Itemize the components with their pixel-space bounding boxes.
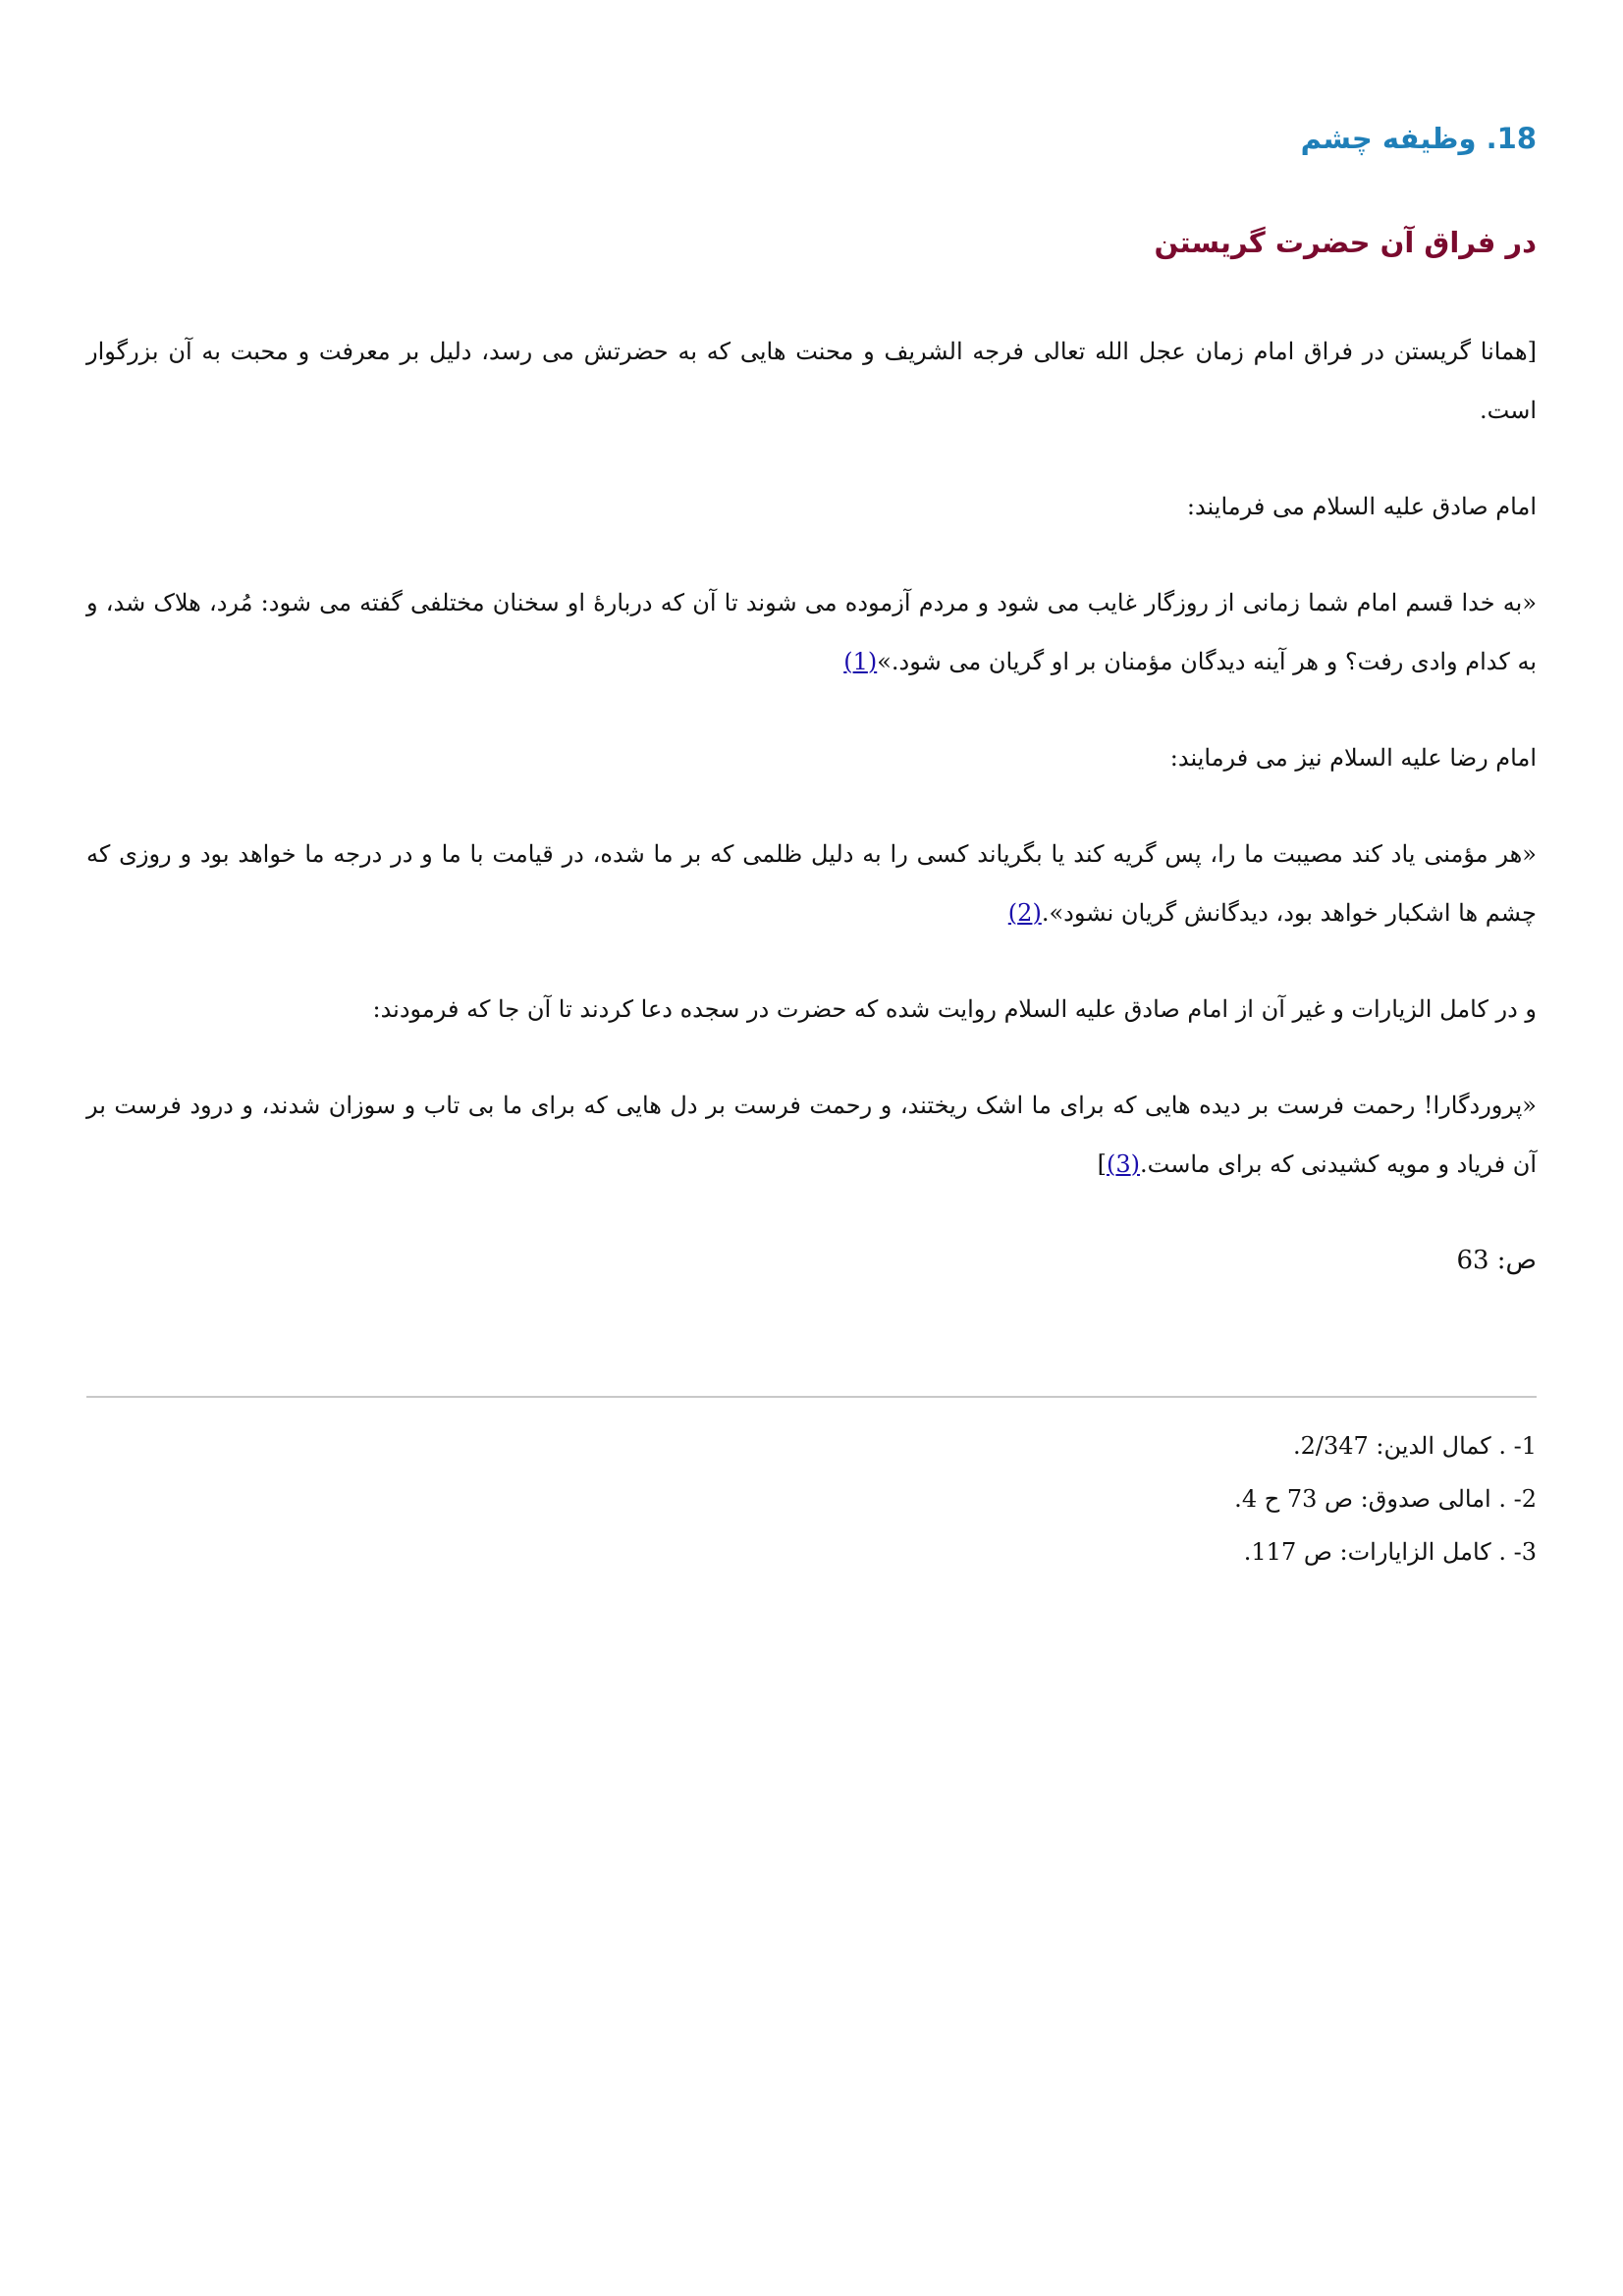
section-heading: 18. وظیفه چشم [1300,122,1537,155]
paragraph [86,1076,1537,1194]
paragraph [86,477,1537,536]
paragraph-text: امام صادق علیه السلام می فرمایند: [1186,493,1537,520]
page-number: ص: 63 [1456,1246,1537,1275]
sub-heading: در فراق آن حضرت گریستن [1154,226,1537,259]
paragraph [86,825,1537,942]
paragraph [86,980,1537,1039]
document-page [86,0,1537,2296]
footnote-item: 1- . کمال الدین: 2/347. [1292,1432,1537,1460]
paragraph-text: و در کامل الزیارات و غیر آن از امام صادق علیه السلام روایت شده که حضرت در سجده دعا کردند تا آن جا که فرمودند: [372,995,1537,1023]
footnote-item: 2- . امالی صدوق: ص 73 ح 4. [1234,1485,1537,1513]
paragraph [86,573,1537,691]
footnote-link-2[interactable]: (2) [1007,899,1042,927]
paragraph-text: «هر مؤمنی یاد کند مصیبت ما را، پس گریه کند یا بگریاند کسی را به دلیل ظلمی که بر ما شده، در قیامت با ما و در درجه ما خواهد بود و روزی که چشم ها اشکبار خواهد بود، دیدگانش گریان نشود». [86,840,1537,927]
paragraph-text: «پروردگارا! رحمت فرست بر دیده هایی که برای ما اشک ریختند، و رحمت فرست بر دل هایی که برای ما بی تاب و سوزان شدند، و درود فرست بر آن فریاد و مویه کشیدنی که برای ماست. [86,1092,1537,1178]
closing-bracket: ] [1097,1150,1107,1178]
body-text [86,322,1537,1290]
footnote-divider [86,1396,1537,1398]
paragraph [86,728,1537,787]
footnotes-list [86,1419,1537,1578]
paragraph-text: «به خدا قسم امام شما زمانی از روزگار غایب می شود و مردم آزموده می شوند تا آن که دربارهٔ او سخنان مختلفی گفته می شود: مُرد، هلاک شد، و به کدام وادی رفت؟ و هر آینه دیدگان مؤمنان بر او گریان می شود.» [86,589,1538,675]
footnote-link-3[interactable]: (3) [1106,1150,1141,1178]
paragraph [86,322,1537,440]
paragraph-text: [همانا گریستن در فراق امام زمان عجل الله تعالی فرجه الشریف و محنت هایی که به حضرتش می رسد، دلیل بر معرفت و محبت به آن بزرگوار است. [86,338,1537,424]
footnote-link-1[interactable]: (1) [843,648,878,675]
footnote-item: 3- . کامل الزایارات: ص 117. [1243,1538,1537,1566]
paragraph-text: امام رضا علیه السلام نیز می فرمایند: [1169,744,1537,772]
